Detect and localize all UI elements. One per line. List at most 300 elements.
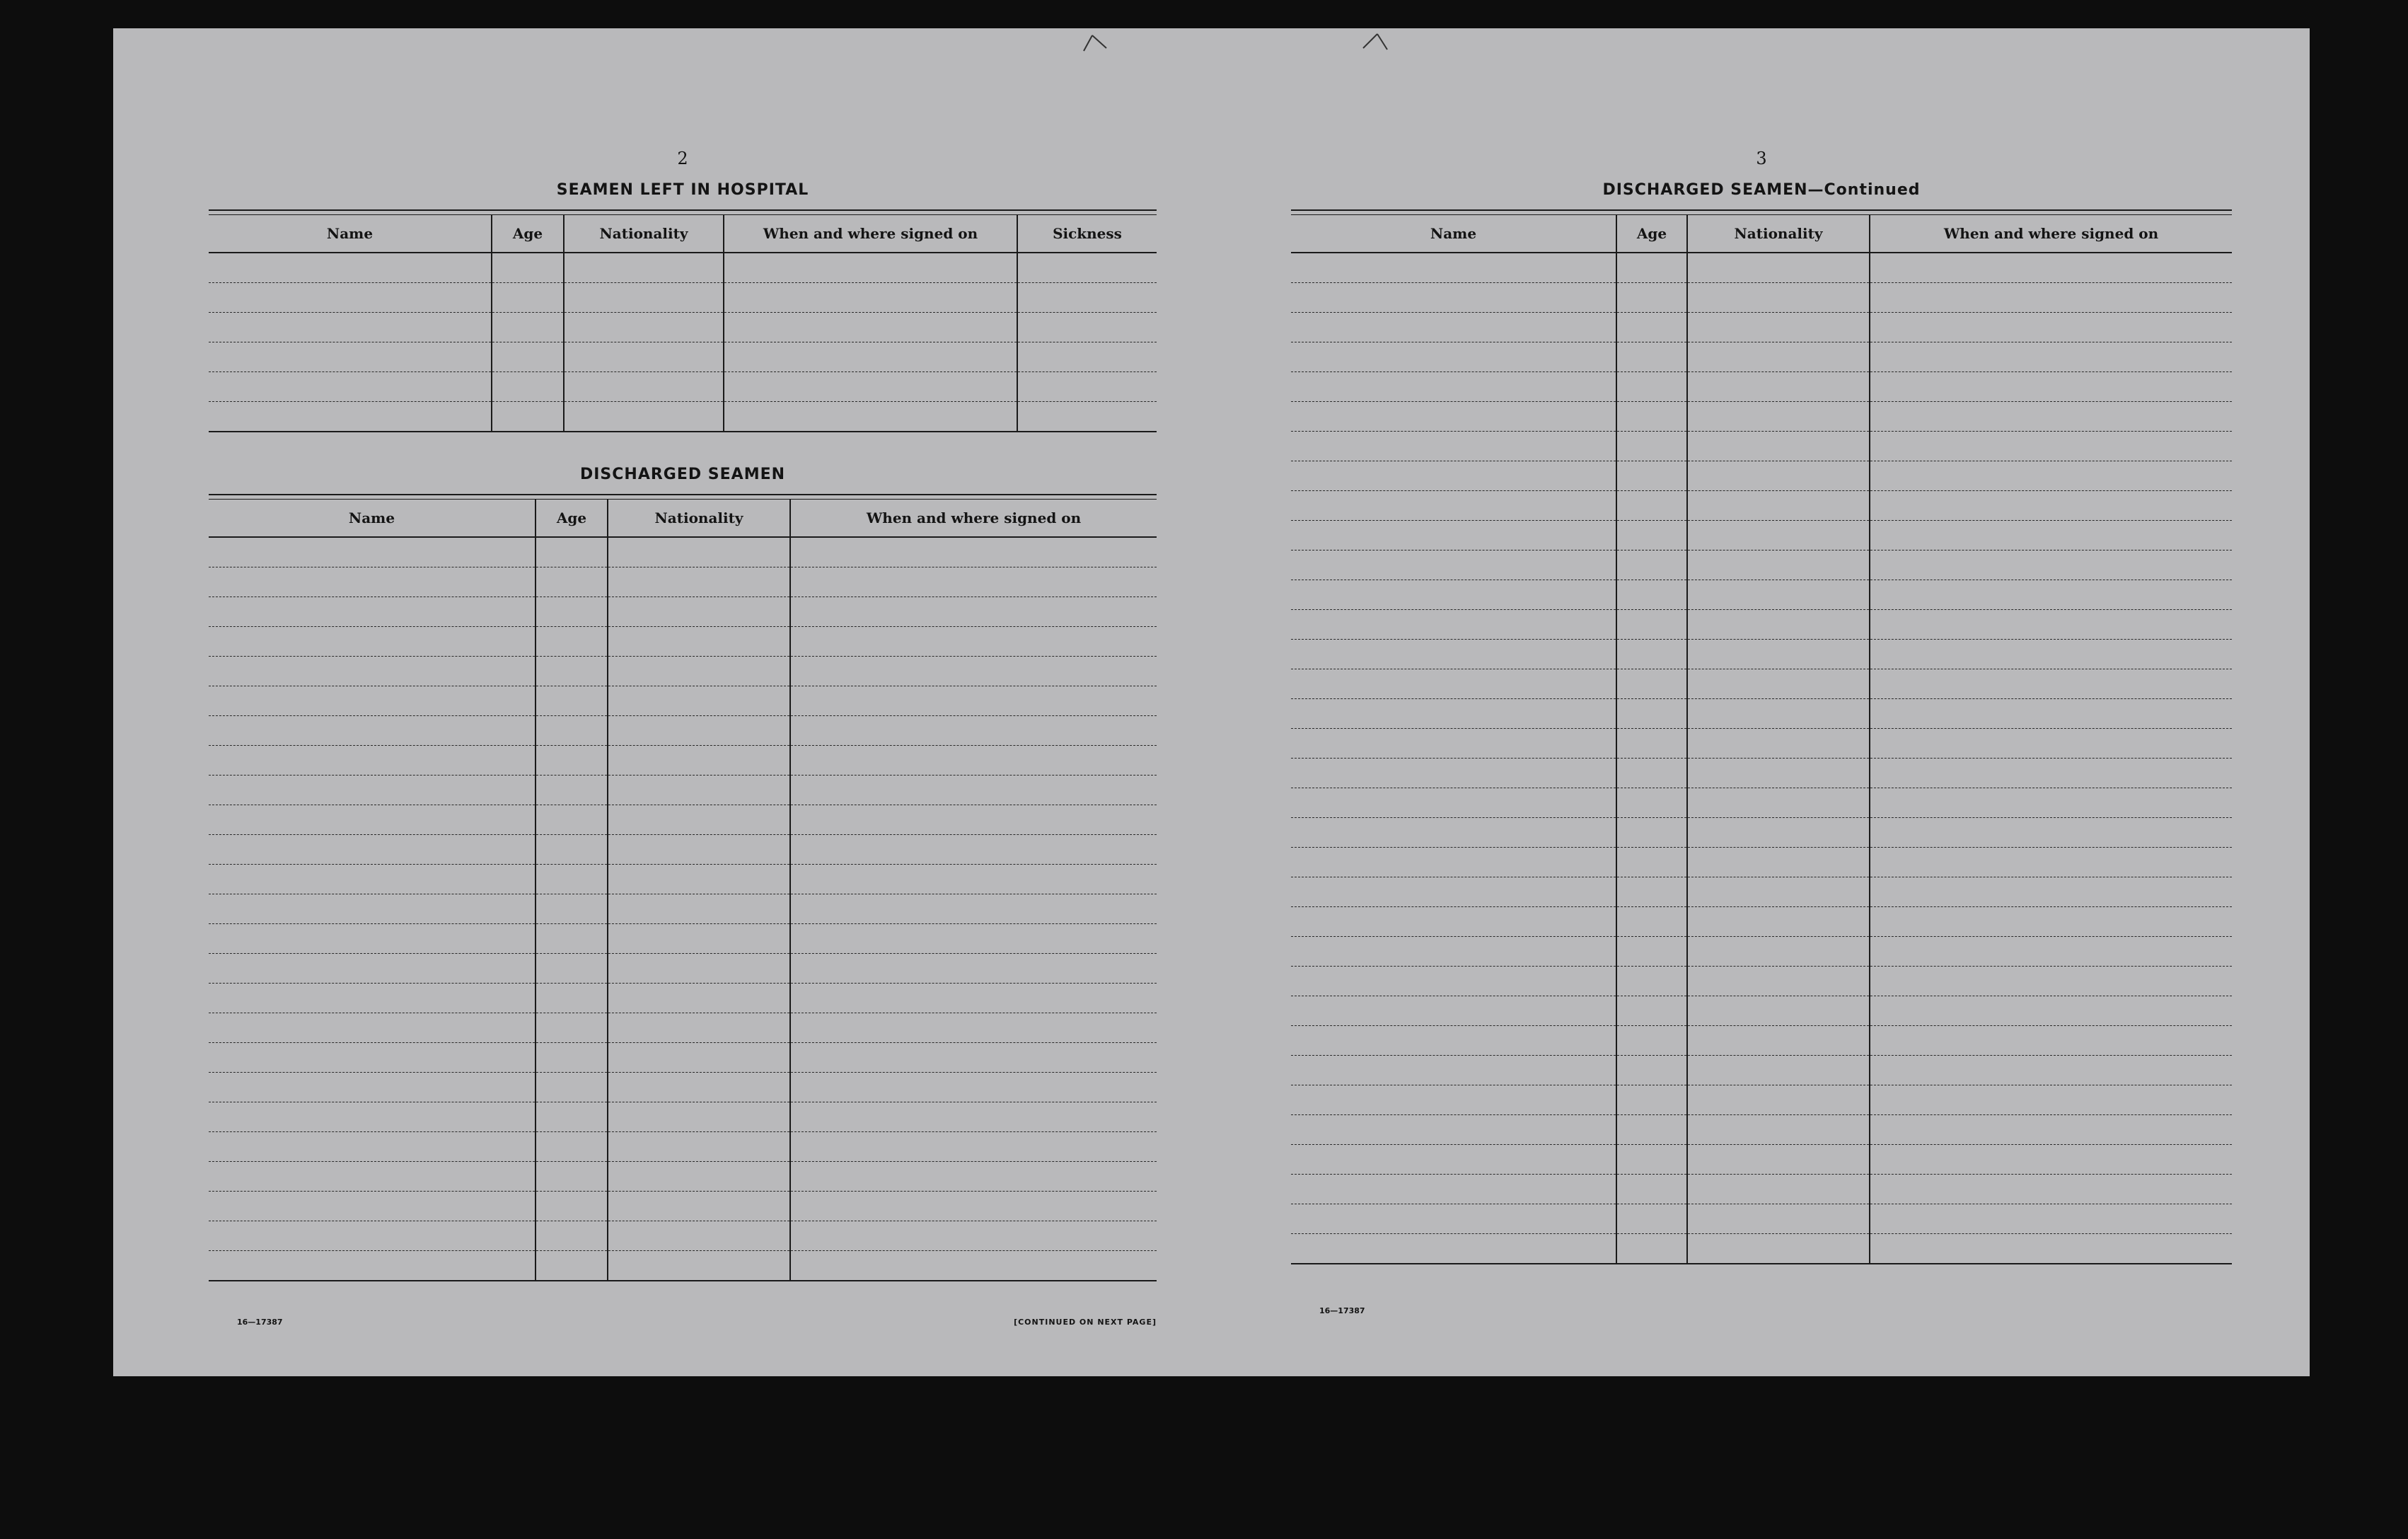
table-row xyxy=(1291,996,2232,1026)
nationality-cell xyxy=(1687,669,1870,699)
nationality-cell xyxy=(608,1192,790,1221)
signed-on-cell xyxy=(1870,432,2232,461)
column-header-name: Name xyxy=(209,215,492,253)
name-cell xyxy=(1291,1056,1616,1085)
nationality-cell xyxy=(608,746,790,776)
table-row xyxy=(1291,1175,2232,1204)
name-cell xyxy=(1291,729,1616,759)
age-cell xyxy=(1616,1204,1687,1234)
table-row xyxy=(1291,313,2232,342)
nationality-cell xyxy=(564,402,724,432)
table-row xyxy=(1291,907,2232,937)
signed-on-cell xyxy=(1870,640,2232,669)
age-cell xyxy=(1616,937,1687,967)
nationality-cell xyxy=(1687,283,1870,313)
age-cell xyxy=(1616,669,1687,699)
table-row xyxy=(1291,372,2232,402)
nationality-cell xyxy=(608,627,790,657)
age-cell xyxy=(1616,432,1687,461)
table-row xyxy=(1291,788,2232,818)
nationality-cell xyxy=(1687,461,1870,491)
nationality-cell xyxy=(1687,996,1870,1026)
sickness-cell xyxy=(1017,283,1157,313)
nationality-cell xyxy=(1687,491,1870,521)
signed-on-cell xyxy=(790,537,1157,567)
name-cell xyxy=(1291,1204,1616,1234)
nationality-cell xyxy=(1687,967,1870,996)
name-cell xyxy=(1291,937,1616,967)
signed-on-cell xyxy=(790,776,1157,805)
discharged-section-title: DISCHARGED SEAMEN xyxy=(579,466,786,483)
age-cell xyxy=(1616,1234,1687,1264)
name-cell xyxy=(1291,372,1616,402)
section-rule xyxy=(209,494,1157,500)
name-cell xyxy=(1291,818,1616,848)
name-cell xyxy=(1291,669,1616,699)
age-cell xyxy=(1616,372,1687,402)
signed-on-cell xyxy=(1870,313,2232,342)
table-row xyxy=(1291,640,2232,669)
column-header-signed-on: When and where signed on xyxy=(724,215,1017,253)
age-cell xyxy=(536,716,608,746)
age-cell xyxy=(492,313,564,342)
nationality-cell xyxy=(1687,699,1870,729)
nationality-cell xyxy=(1687,1234,1870,1264)
age-cell xyxy=(1616,342,1687,372)
nationality-cell xyxy=(608,1132,790,1162)
sickness-cell xyxy=(1017,372,1157,402)
sickness-cell xyxy=(1017,342,1157,372)
nationality-cell xyxy=(1687,402,1870,432)
name-cell xyxy=(209,746,536,776)
nationality-cell xyxy=(1687,729,1870,759)
table-row xyxy=(209,537,1157,567)
age-cell xyxy=(1616,580,1687,610)
age-cell xyxy=(536,657,608,686)
table-row xyxy=(209,283,1157,313)
signed-on-cell xyxy=(1870,372,2232,402)
nationality-cell xyxy=(1687,372,1870,402)
name-cell xyxy=(209,924,536,954)
column-header-name: Name xyxy=(209,500,536,537)
age-cell xyxy=(536,1132,608,1162)
signed-on-cell xyxy=(790,835,1157,865)
age-cell xyxy=(536,537,608,567)
table-row xyxy=(1291,1204,2232,1234)
nationality-cell xyxy=(1687,342,1870,372)
section-rule xyxy=(209,209,1157,215)
discharged-table-body xyxy=(209,537,1157,1281)
nationality-cell xyxy=(564,372,724,402)
signed-on-cell xyxy=(790,1221,1157,1251)
table-row xyxy=(209,402,1157,432)
signed-on-cell xyxy=(1870,1115,2232,1145)
name-cell xyxy=(209,597,536,627)
age-cell xyxy=(492,342,564,372)
age-cell xyxy=(1616,996,1687,1026)
table-row xyxy=(209,805,1157,835)
nationality-cell xyxy=(608,567,790,597)
signed-on-cell xyxy=(724,283,1017,313)
nationality-cell xyxy=(1687,521,1870,551)
table-row xyxy=(209,1013,1157,1043)
name-cell xyxy=(209,1251,536,1281)
nationality-cell xyxy=(1687,432,1870,461)
name-cell xyxy=(209,537,536,567)
signed-on-cell xyxy=(790,746,1157,776)
table-row xyxy=(209,253,1157,283)
signed-on-cell xyxy=(724,253,1017,283)
signed-on-cell xyxy=(1870,1175,2232,1204)
signed-on-cell xyxy=(1870,1056,2232,1085)
signed-on-cell xyxy=(724,402,1017,432)
signed-on-cell xyxy=(790,1073,1157,1102)
signed-on-cell xyxy=(724,313,1017,342)
nationality-cell xyxy=(1687,1056,1870,1085)
section-rule xyxy=(1291,209,2232,215)
sickness-cell xyxy=(1017,402,1157,432)
table-row xyxy=(209,865,1157,894)
signed-on-cell xyxy=(790,627,1157,657)
table-row xyxy=(209,597,1157,627)
nationality-cell xyxy=(564,313,724,342)
name-cell xyxy=(1291,551,1616,580)
age-cell xyxy=(1616,967,1687,996)
binding-mark-right xyxy=(1362,31,1390,52)
age-cell xyxy=(536,894,608,924)
name-cell xyxy=(209,954,536,984)
table-row xyxy=(1291,1145,2232,1175)
binding-mark-left xyxy=(1082,31,1111,52)
name-cell xyxy=(209,1192,536,1221)
age-cell xyxy=(1616,461,1687,491)
name-cell xyxy=(209,313,492,342)
right-page xyxy=(1291,149,2232,1337)
table-row xyxy=(1291,610,2232,640)
table-row xyxy=(209,954,1157,984)
table-row xyxy=(1291,848,2232,877)
age-cell xyxy=(536,1073,608,1102)
nationality-cell xyxy=(608,1013,790,1043)
discharged-continued-table-body xyxy=(1291,253,2232,1264)
name-cell xyxy=(209,402,492,432)
name-cell xyxy=(209,1073,536,1102)
table-row xyxy=(209,894,1157,924)
table-row xyxy=(209,1132,1157,1162)
nationality-cell xyxy=(608,1102,790,1132)
name-cell xyxy=(1291,788,1616,818)
name-cell xyxy=(1291,640,1616,669)
signed-on-cell xyxy=(1870,551,2232,580)
signed-on-cell xyxy=(790,567,1157,597)
age-cell xyxy=(536,954,608,984)
name-cell xyxy=(209,253,492,283)
table-row xyxy=(1291,1056,2232,1085)
signed-on-cell xyxy=(1870,877,2232,907)
name-cell xyxy=(209,716,536,746)
table-row xyxy=(209,776,1157,805)
table-row xyxy=(209,1102,1157,1132)
nationality-cell xyxy=(608,686,790,716)
table-row xyxy=(209,746,1157,776)
table-row xyxy=(1291,253,2232,283)
hospital-section-title: SEAMEN LEFT IN HOSPITAL xyxy=(556,181,809,199)
column-header-nationality: Nationality xyxy=(1687,215,1870,253)
name-cell xyxy=(1291,967,1616,996)
column-header-nationality: Nationality xyxy=(608,500,790,537)
name-cell xyxy=(1291,1234,1616,1264)
nationality-cell xyxy=(564,253,724,283)
signed-on-cell xyxy=(1870,1026,2232,1056)
signed-on-cell xyxy=(1870,1204,2232,1234)
table-row xyxy=(209,686,1157,716)
signed-on-cell xyxy=(1870,610,2232,640)
nationality-cell xyxy=(608,716,790,746)
nationality-cell xyxy=(564,342,724,372)
name-cell xyxy=(209,657,536,686)
signed-on-cell xyxy=(1870,1145,2232,1175)
signed-on-cell xyxy=(1870,788,2232,818)
name-cell xyxy=(209,1013,536,1043)
age-cell xyxy=(1616,551,1687,580)
signed-on-cell xyxy=(1870,402,2232,432)
page-number: 3 xyxy=(1756,149,1767,168)
name-cell xyxy=(1291,253,1616,283)
table-row xyxy=(1291,1234,2232,1264)
name-cell xyxy=(1291,283,1616,313)
nationality-cell xyxy=(608,1251,790,1281)
name-cell xyxy=(209,1132,536,1162)
table-row xyxy=(1291,1085,2232,1115)
table-row xyxy=(1291,342,2232,372)
name-cell xyxy=(1291,848,1616,877)
nationality-cell xyxy=(608,835,790,865)
name-cell xyxy=(1291,699,1616,729)
age-cell xyxy=(536,1043,608,1073)
nationality-cell xyxy=(608,984,790,1013)
name-cell xyxy=(1291,402,1616,432)
age-cell xyxy=(492,402,564,432)
age-cell xyxy=(1616,1145,1687,1175)
nationality-cell xyxy=(1687,877,1870,907)
column-header-signed-on: When and where signed on xyxy=(1870,215,2232,253)
name-cell xyxy=(1291,996,1616,1026)
age-cell xyxy=(1616,283,1687,313)
signed-on-cell xyxy=(1870,907,2232,937)
name-cell xyxy=(209,894,536,924)
nationality-cell xyxy=(608,954,790,984)
age-cell xyxy=(1616,818,1687,848)
table-row xyxy=(1291,699,2232,729)
table-row xyxy=(1291,759,2232,788)
signed-on-cell xyxy=(1870,818,2232,848)
nationality-cell xyxy=(1687,937,1870,967)
age-cell xyxy=(1616,1115,1687,1145)
age-cell xyxy=(1616,699,1687,729)
nationality-cell xyxy=(608,776,790,805)
name-cell xyxy=(209,342,492,372)
age-cell xyxy=(1616,253,1687,283)
age-cell xyxy=(536,1162,608,1192)
column-header-signed-on: When and where signed on xyxy=(790,500,1157,537)
age-cell xyxy=(536,567,608,597)
signed-on-cell xyxy=(1870,491,2232,521)
signed-on-cell xyxy=(790,1251,1157,1281)
signed-on-cell xyxy=(1870,967,2232,996)
age-cell xyxy=(492,253,564,283)
nationality-cell xyxy=(1687,907,1870,937)
age-cell xyxy=(536,1251,608,1281)
signed-on-cell xyxy=(790,1192,1157,1221)
hospital-table xyxy=(209,215,1157,432)
column-header-age: Age xyxy=(536,500,608,537)
nationality-cell xyxy=(608,865,790,894)
age-cell xyxy=(536,627,608,657)
age-cell xyxy=(536,1013,608,1043)
age-cell xyxy=(536,597,608,627)
name-cell xyxy=(1291,491,1616,521)
table-row xyxy=(209,984,1157,1013)
signed-on-cell xyxy=(1870,283,2232,313)
signed-on-cell xyxy=(790,1132,1157,1162)
sickness-cell xyxy=(1017,313,1157,342)
nationality-cell xyxy=(608,597,790,627)
age-cell xyxy=(1616,610,1687,640)
table-row xyxy=(209,342,1157,372)
age-cell xyxy=(1616,521,1687,551)
table-row xyxy=(1291,1026,2232,1056)
signed-on-cell xyxy=(790,716,1157,746)
name-cell xyxy=(1291,580,1616,610)
column-header-sickness: Sickness xyxy=(1017,215,1157,253)
table-row xyxy=(209,1251,1157,1281)
discharged-continued-table xyxy=(1291,215,2232,1264)
table-row xyxy=(209,1221,1157,1251)
table-row xyxy=(209,372,1157,402)
age-cell xyxy=(492,283,564,313)
signed-on-cell xyxy=(1870,699,2232,729)
continued-note: [CONTINUED ON NEXT PAGE] xyxy=(1014,1318,1157,1327)
signed-on-cell xyxy=(1870,342,2232,372)
age-cell xyxy=(536,1221,608,1251)
age-cell xyxy=(536,746,608,776)
form-code: 16—17387 xyxy=(1319,1306,1365,1315)
nationality-cell xyxy=(1687,580,1870,610)
age-cell xyxy=(536,835,608,865)
nationality-cell xyxy=(608,805,790,835)
signed-on-cell xyxy=(1870,669,2232,699)
nationality-cell xyxy=(608,924,790,954)
table-row xyxy=(209,924,1157,954)
name-cell xyxy=(209,686,536,716)
signed-on-cell xyxy=(1870,253,2232,283)
age-cell xyxy=(536,805,608,835)
table-row xyxy=(209,1043,1157,1073)
signed-on-cell xyxy=(1870,729,2232,759)
signed-on-cell xyxy=(790,597,1157,627)
table-row xyxy=(1291,967,2232,996)
name-cell xyxy=(1291,877,1616,907)
table-row xyxy=(209,1192,1157,1221)
age-cell xyxy=(492,372,564,402)
signed-on-cell xyxy=(790,924,1157,954)
signed-on-cell xyxy=(1870,461,2232,491)
left-page xyxy=(209,149,1157,1337)
signed-on-cell xyxy=(1870,996,2232,1026)
nationality-cell xyxy=(1687,848,1870,877)
age-cell xyxy=(1616,1175,1687,1204)
age-cell xyxy=(1616,640,1687,669)
nationality-cell xyxy=(1687,313,1870,342)
signed-on-cell xyxy=(790,894,1157,924)
hospital-table-body xyxy=(209,253,1157,432)
table-row xyxy=(1291,432,2232,461)
signed-on-cell xyxy=(790,954,1157,984)
name-cell xyxy=(209,283,492,313)
nationality-cell xyxy=(1687,610,1870,640)
signed-on-cell xyxy=(1870,1085,2232,1115)
name-cell xyxy=(209,1162,536,1192)
sickness-cell xyxy=(1017,253,1157,283)
age-cell xyxy=(1616,759,1687,788)
name-cell xyxy=(209,984,536,1013)
age-cell xyxy=(1616,1085,1687,1115)
name-cell xyxy=(1291,907,1616,937)
age-cell xyxy=(536,1102,608,1132)
discharged-continued-title: DISCHARGED SEAMEN—Continued xyxy=(1602,181,1921,199)
age-cell xyxy=(1616,1056,1687,1085)
age-cell xyxy=(1616,907,1687,937)
name-cell xyxy=(209,627,536,657)
signed-on-cell xyxy=(790,657,1157,686)
table-row xyxy=(1291,461,2232,491)
nationality-cell xyxy=(608,1073,790,1102)
age-cell xyxy=(536,865,608,894)
table-row xyxy=(1291,877,2232,907)
name-cell xyxy=(1291,1026,1616,1056)
signed-on-cell xyxy=(1870,521,2232,551)
age-cell xyxy=(536,1192,608,1221)
name-cell xyxy=(1291,1145,1616,1175)
nationality-cell xyxy=(1687,788,1870,818)
page-number: 2 xyxy=(677,149,688,168)
nationality-cell xyxy=(608,1043,790,1073)
table-row xyxy=(1291,669,2232,699)
column-header-name: Name xyxy=(1291,215,1616,253)
age-cell xyxy=(1616,788,1687,818)
signed-on-cell xyxy=(1870,937,2232,967)
nationality-cell xyxy=(1687,253,1870,283)
age-cell xyxy=(1616,313,1687,342)
name-cell xyxy=(1291,313,1616,342)
name-cell xyxy=(1291,461,1616,491)
table-row xyxy=(1291,580,2232,610)
name-cell xyxy=(209,865,536,894)
nationality-cell xyxy=(608,1162,790,1192)
nationality-cell xyxy=(1687,1204,1870,1234)
table-row xyxy=(209,657,1157,686)
column-header-nationality: Nationality xyxy=(564,215,724,253)
signed-on-cell xyxy=(790,1013,1157,1043)
signed-on-cell xyxy=(790,984,1157,1013)
name-cell xyxy=(209,1043,536,1073)
table-row xyxy=(1291,729,2232,759)
name-cell xyxy=(1291,759,1616,788)
nationality-cell xyxy=(1687,1175,1870,1204)
name-cell xyxy=(209,1102,536,1132)
nationality-cell xyxy=(608,657,790,686)
nationality-cell xyxy=(1687,759,1870,788)
